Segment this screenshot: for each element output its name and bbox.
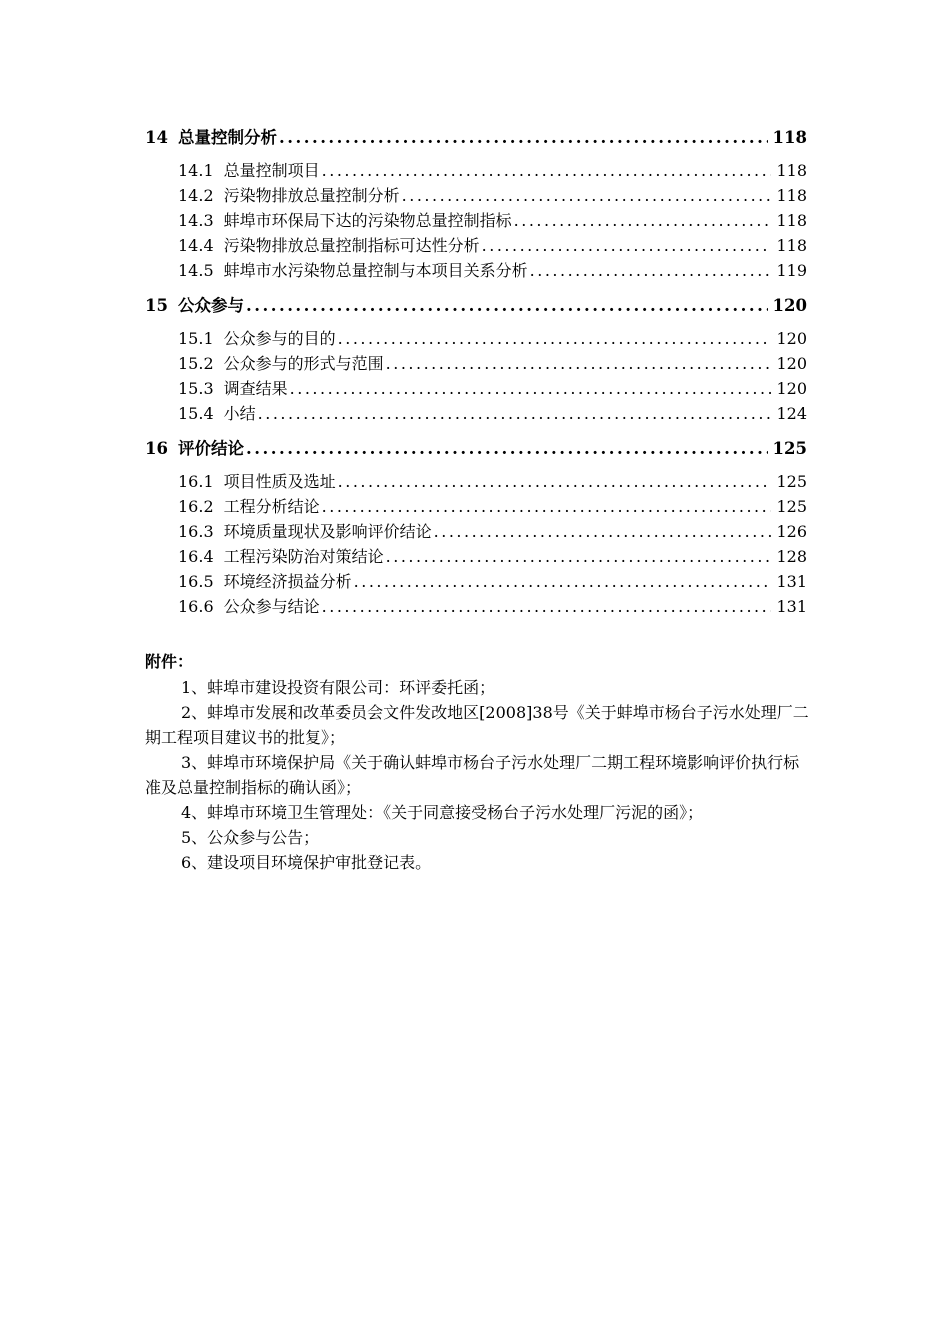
spacer	[145, 283, 807, 292]
toc-page-number: 118	[776, 186, 807, 205]
toc-leader-dots	[386, 351, 772, 376]
toc-title: 调查结果	[223, 379, 288, 398]
toc-leader-dots	[279, 124, 768, 152]
spacer	[145, 426, 807, 435]
toc-entry-chapter[interactable]	[145, 124, 807, 152]
toc-number: 15.4	[178, 404, 214, 423]
toc-number: 15.1	[178, 329, 214, 348]
toc-number: 14.4	[178, 236, 214, 255]
toc-entry-chapter[interactable]	[145, 292, 807, 320]
table-of-contents	[145, 124, 807, 619]
toc-page-number: 119	[776, 261, 807, 280]
toc-number: 16.3	[178, 522, 214, 541]
toc-leader-dots	[338, 326, 772, 351]
toc-page-number: 118	[776, 236, 807, 255]
toc-entry[interactable]	[145, 569, 807, 594]
toc-entry[interactable]	[145, 258, 807, 283]
toc-title: 污染物排放总量控制指标可达性分析	[223, 236, 480, 255]
toc-number: 14.2	[178, 186, 214, 205]
toc-leader-dots	[322, 158, 772, 183]
toc-page-number: 120	[776, 354, 807, 373]
toc-entry[interactable]	[145, 326, 807, 351]
toc-leader-dots	[290, 376, 772, 401]
toc-title: 项目性质及选址	[223, 472, 336, 491]
attachment-item: 3、蚌埠市环境保护局《关于确认蚌埠市杨台子污水处理厂二期工程环境影响评价执行标准及总量控制指标的确认函》；	[145, 753, 800, 797]
toc-number: 14.5	[178, 261, 214, 280]
toc-number: 16.5	[178, 572, 214, 591]
toc-number: 16.2	[178, 497, 214, 516]
toc-section-15	[145, 292, 807, 426]
toc-entry[interactable]	[145, 158, 807, 183]
toc-title: 工程污染防治对策结论	[223, 547, 384, 566]
toc-leader-dots	[258, 401, 772, 426]
toc-leader-dots	[482, 233, 772, 258]
toc-page-number: 118	[776, 211, 807, 230]
toc-page-number: 128	[776, 547, 807, 566]
toc-entry[interactable]	[145, 351, 807, 376]
toc-number: 16.4	[178, 547, 214, 566]
attachments-section	[145, 648, 815, 875]
toc-page-number: 124	[776, 404, 807, 423]
attachment-item: 6、建设项目环境保护审批登记表。	[181, 853, 432, 872]
attachment-item: 4、蚌埠市环境卫生管理处：《关于同意接受杨台子污水处理厂污泥的函》；	[181, 803, 704, 822]
toc-section-16	[145, 435, 807, 619]
toc-title: 总量控制项目	[223, 161, 320, 180]
toc-title: 蚌埠市水污染物总量控制与本项目关系分析	[223, 261, 528, 280]
toc-title: 公众参与的目的	[223, 329, 336, 348]
toc-leader-dots	[434, 519, 772, 544]
toc-leader-dots	[514, 208, 772, 233]
toc-entry[interactable]	[145, 544, 807, 569]
toc-leader-dots	[530, 258, 772, 283]
toc-number: 15	[145, 296, 168, 315]
toc-leader-dots	[354, 569, 772, 594]
toc-leader-dots	[322, 494, 772, 519]
toc-leader-dots	[338, 469, 772, 494]
attachment-item: 2、蚌埠市发展和改革委员会文件发改地区[2008]38号《关于蚌埠市杨台子污水处理厂二期工程项目建议书的批复》；	[145, 703, 809, 747]
toc-entry[interactable]	[145, 376, 807, 401]
toc-page-number: 120	[776, 379, 807, 398]
toc-page-number: 125	[776, 497, 807, 516]
toc-number: 14.1	[178, 161, 214, 180]
toc-entry[interactable]	[145, 594, 807, 619]
toc-title: 小结	[223, 404, 256, 423]
toc-number: 15.3	[178, 379, 214, 398]
toc-section-14	[145, 124, 807, 283]
toc-number: 16	[145, 439, 168, 458]
toc-title: 总量控制分析	[177, 128, 277, 147]
toc-leader-dots	[386, 544, 772, 569]
toc-title: 公众参与结论	[223, 597, 320, 616]
toc-leader-dots	[246, 435, 768, 463]
toc-page-number: 131	[776, 597, 807, 616]
toc-title: 污染物排放总量控制分析	[223, 186, 400, 205]
toc-entry[interactable]	[145, 494, 807, 519]
toc-page-number: 120	[772, 296, 807, 315]
toc-entry[interactable]	[145, 208, 807, 233]
toc-page-number: 125	[772, 439, 807, 458]
toc-page-number: 118	[772, 128, 807, 147]
attachment-item: 1、蚌埠市建设投资有限公司：环评委托函；	[181, 678, 496, 697]
toc-entry-chapter[interactable]	[145, 435, 807, 463]
toc-page-number: 126	[776, 522, 807, 541]
toc-entry[interactable]	[145, 519, 807, 544]
toc-page-number: 118	[776, 161, 807, 180]
toc-entry[interactable]	[145, 233, 807, 258]
toc-leader-dots	[322, 594, 772, 619]
toc-number: 14	[145, 128, 168, 147]
attachments-heading: 附件：	[145, 652, 194, 671]
toc-title: 公众参与的形式与范围	[223, 354, 384, 373]
toc-number: 14.3	[178, 211, 214, 230]
toc-title: 公众参与	[177, 296, 244, 315]
toc-number: 16.6	[178, 597, 214, 616]
toc-entry[interactable]	[145, 469, 807, 494]
toc-page-number: 131	[776, 572, 807, 591]
toc-page-number: 120	[776, 329, 807, 348]
toc-title: 环境经济损益分析	[223, 572, 352, 591]
attachment-item: 5、公众参与公告；	[181, 828, 320, 847]
toc-leader-dots	[246, 292, 768, 320]
toc-number: 16.1	[178, 472, 214, 491]
toc-entry[interactable]	[145, 401, 807, 426]
toc-title: 工程分析结论	[223, 497, 320, 516]
toc-page-number: 125	[776, 472, 807, 491]
toc-number: 15.2	[178, 354, 214, 373]
toc-title: 环境质量现状及影响评价结论	[223, 522, 432, 541]
toc-leader-dots	[402, 183, 772, 208]
toc-title: 评价结论	[177, 439, 244, 458]
toc-title: 蚌埠市环保局下达的污染物总量控制指标	[223, 211, 512, 230]
toc-entry[interactable]	[145, 183, 807, 208]
